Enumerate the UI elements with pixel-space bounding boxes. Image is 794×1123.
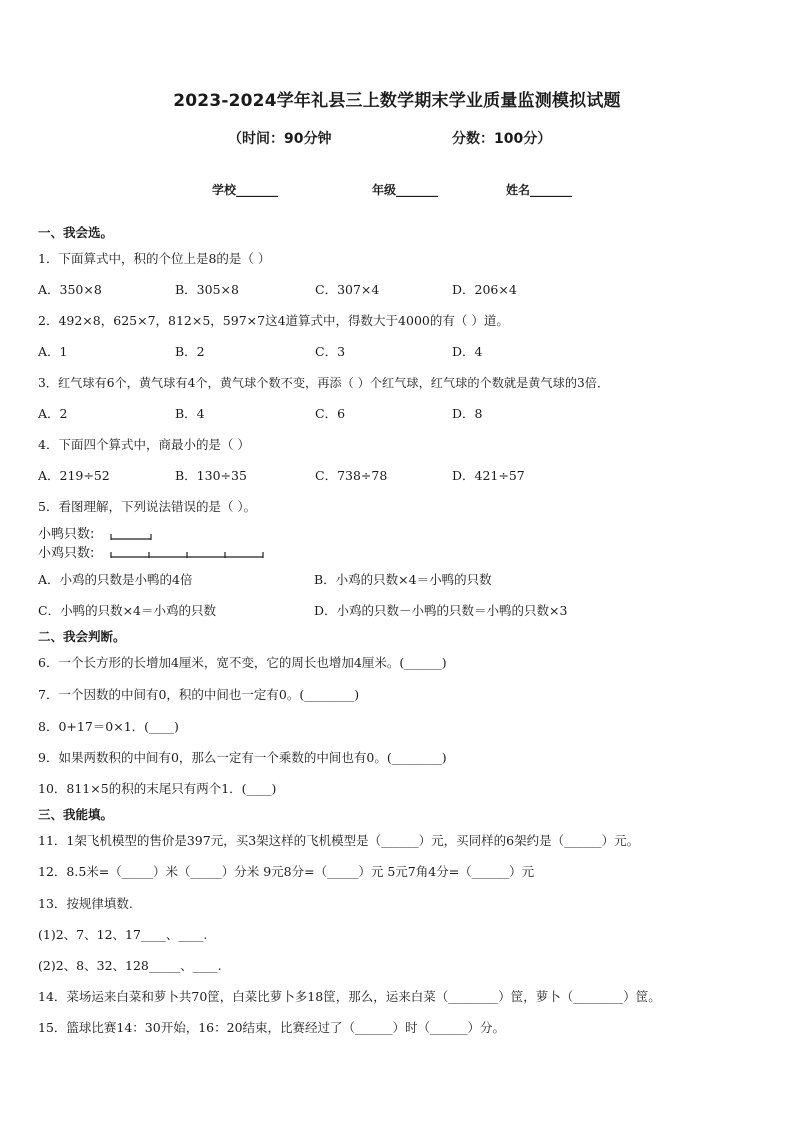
q4-option-c[interactable]: C．738÷78 [315, 468, 388, 483]
section-heading-choice: 一、我会选。 [38, 225, 114, 240]
duck-bar [110, 528, 155, 542]
q3-option-b[interactable]: B．4 [175, 406, 205, 421]
question-5: 5．看图理解，下列说法错误的是（ ）。 [38, 499, 257, 514]
q3-option-c[interactable]: C．6 [315, 406, 346, 421]
q3-option-a[interactable]: A．2 [38, 406, 68, 421]
question-13: 13．按规律填数. [38, 896, 133, 911]
question-7: 7．一个因数的中间有0，积的中间也一定有0。(________) [38, 687, 360, 702]
q1-option-a[interactable]: A．350×8 [38, 282, 102, 297]
page-title: 2023-2024学年礼县三上数学期末学业质量监测模拟试题 [173, 91, 621, 111]
q4-option-d[interactable]: D．421÷57 [452, 468, 525, 483]
q3-option-d[interactable]: D．8 [452, 406, 483, 421]
q5-option-a[interactable]: A．小鸡的只数是小鸭的4倍 [38, 572, 193, 587]
question-11: 11．1架飞机模型的售价是397元，买3架这样的飞机模型是（______）元，买同样的6架约是（______）元。 [38, 833, 640, 848]
q1-option-b[interactable]: B．305×8 [175, 282, 239, 297]
section-heading-judge: 二、我会判断。 [38, 629, 126, 644]
q4-option-a[interactable]: A．219÷52 [38, 468, 110, 483]
exam-time: （时间：90分钟 [228, 131, 332, 147]
q1-option-c[interactable]: C．307×4 [315, 282, 380, 297]
question-12: 12．8.5米=（_____）米（_____）分米 9元8分=（_____）元 5元7角4分=（______）元 [38, 864, 535, 879]
exam-score: 分数：100分） [452, 131, 552, 147]
question-4: 4．下面四个算式中，商最小的是（ ） [38, 437, 250, 452]
question-13-part-1: (1)2、7、12、17____、____. [38, 927, 208, 942]
grade-field[interactable]: 年级_______ [372, 183, 439, 197]
question-2: 2．492×8，625×7，812×5，597×7这4道算式中，得数大于4000的有（ ）道。 [38, 313, 509, 328]
chick-bar [110, 546, 270, 560]
section-heading-fill: 三、我能填。 [38, 807, 114, 822]
q2-option-a[interactable]: A．1 [38, 344, 68, 359]
question-9: 9．如果两数积的中间有0，那么一定有一个乘数的中间也有0。(________) [38, 750, 447, 765]
q5-option-c[interactable]: C．小鸭的只数×4＝小鸡的只数 [38, 603, 216, 618]
question-14: 14．菜场运来白菜和萝卜共70筐，白菜比萝卜多18筐，那么，运来白菜（________）筐，萝卜（________）筐。 [38, 989, 661, 1004]
q4-option-b[interactable]: B．130÷35 [175, 468, 247, 483]
question-15: 15．篮球比赛14：30开始，16：20结束，比赛经过了（______）时（______）分。 [38, 1020, 506, 1035]
school-field[interactable]: 学校_______ [212, 183, 279, 197]
q5-option-d[interactable]: D．小鸡的只数－小鸭的只数＝小鸭的只数×3 [314, 603, 568, 618]
q2-option-c[interactable]: C．3 [315, 344, 346, 359]
question-3: 3．红气球有6个，黄气球有4个，黄气球个数不变，再添（ ）个红气球，红气球的个数就是黄气球的3倍． [38, 376, 610, 390]
q2-option-b[interactable]: B．2 [175, 344, 205, 359]
name-field[interactable]: 姓名_______ [506, 183, 573, 197]
question-10: 10．811×5的积的末尾只有两个1．(____) [38, 781, 277, 796]
q1-option-d[interactable]: D．206×4 [452, 282, 517, 297]
question-13-part-2: (2)2、8、32、128_____、____. [38, 958, 222, 973]
question-6: 6．一个长方形的长增加4厘米，宽不变，它的周长也增加4厘米。(______) [38, 655, 447, 670]
q5-option-b[interactable]: B．小鸡的只数×4＝小鸭的只数 [314, 572, 492, 587]
duck-count-label: 小鸭只数: [38, 527, 95, 542]
question-8: 8．0+17＝0×1．(____) [38, 719, 179, 734]
q2-option-d[interactable]: D．4 [452, 344, 483, 359]
question-1: 1．下面算式中，积的个位上是8的是（ ） [38, 251, 271, 266]
chick-count-label: 小鸡只数: [38, 546, 95, 561]
